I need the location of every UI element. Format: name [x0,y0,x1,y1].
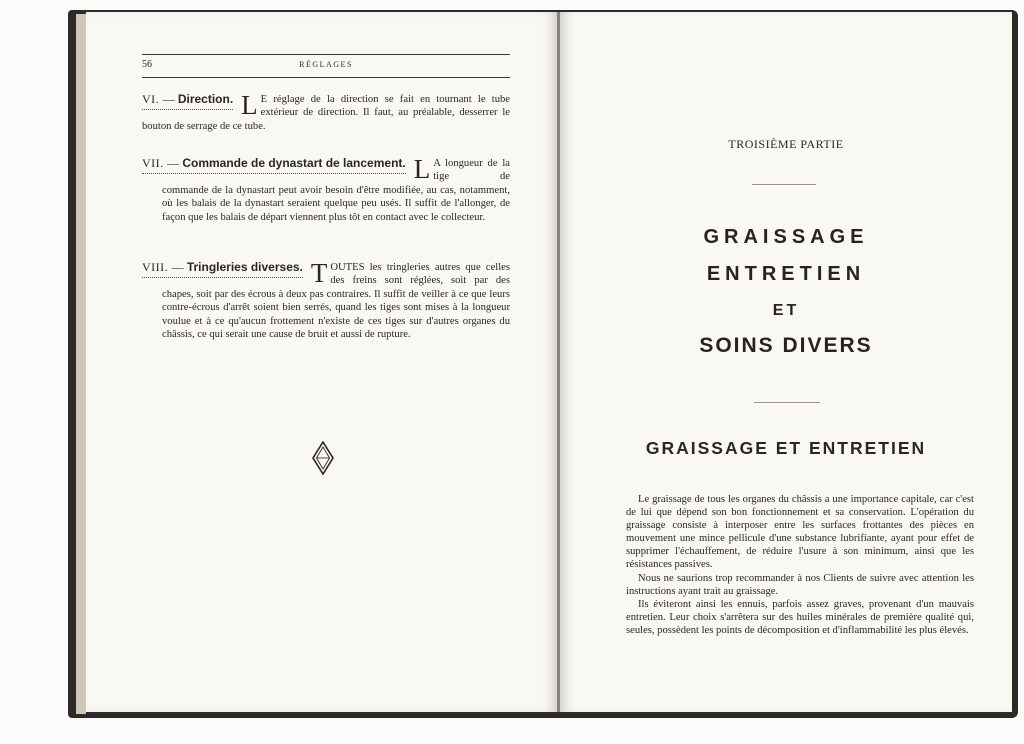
section-title: Direction. [177,92,234,106]
page-edges [76,14,86,714]
diamond-logo-icon [312,441,334,475]
section-tringleries [142,258,510,341]
section-dynastart [142,154,510,224]
running-title: RÉGLAGES [299,60,353,69]
page-number: 56 [142,59,152,70]
divider [752,184,816,185]
drop-cap: L [241,90,258,120]
section-heading [142,261,303,278]
title-line: SOINS DIVERS [699,334,873,357]
section-text: OUTES les tringleries autres que celles des freins sont réglées, soit par des chapes, soit par des écrous à deux pas contraires. Il suffit de veiller à ce que leurs contre-écrous d'arrêt soient bien serrés, quand les tiges sont mises à la longueur voulue et à ce qu'aucun frottement n'existe de ces tiges sur d'autres organes du châssis, ce qui serait une cause de bruit et aussi de rupture. [162,262,510,341]
paragraph: Le graissage de tous les organes du châssis a une importance capitale, car c'est de lui que dépend son bon fonctionnement et sa conservation. L'opération du graissage consiste à interposer entre les surfaces frottantes des pièces en mouvement une mince pellicule d'une substance lubrifiante, ayant pour effet de supprimer l'échauffement, de réduire l'usure à son minimum, ainsi que les résistances passives. [626,494,974,571]
section-text: E réglage de la direction se fait en tournant le tube extérieur de direction. Il faut, au préalable, desserrer le bouton de serrage de ce tube. [142,94,510,132]
paragraph: Nous ne saurions trop recommander à nos Clients de suivre avec attention les instructions ayant trait au graissage. [626,572,974,597]
section-number: VIII. — [142,260,185,274]
drop-cap: T [310,258,328,288]
divider [754,402,820,403]
title-line: GRAISSAGE [703,226,869,248]
section-direction [142,90,510,133]
title-line: ENTRETIEN [706,263,866,285]
section-heading [142,93,233,110]
running-header [142,54,510,78]
drop-cap: L [413,154,431,184]
chapter-body [626,493,974,637]
part-label: TROISIÈME PARTIE [728,137,844,151]
section-number: VI. — [142,92,176,106]
paragraph: Ils éviteront ainsi les ennuis, parfois assez graves, provenant d'un mauvais entretien. Leur choix s'arrêtera sur des huiles minérales de première qualité qui, seules, possèdent les points de décomposition et d'inflammabilité les plus élevés. [626,598,974,636]
chapter-title: GRAISSAGE ET ENTRETIEN [645,438,927,458]
section-text: A longueur de la tige de commande de la dynastart peut avoir besoin d'être modifiée, au cas, notamment, où les balais de la dynastart seraient quelque peu usés. Il suffit de l'allonger, de façon que les balais de départ viennent plus tôt en contact avec le collecteur. [162,158,510,223]
section-number: VII. — [142,156,180,170]
title-line: ET [772,302,800,319]
section-title: Commande de dynastart de lancement. [182,156,406,170]
section-title: Tringleries diverses. [186,260,303,274]
section-heading [142,157,406,174]
